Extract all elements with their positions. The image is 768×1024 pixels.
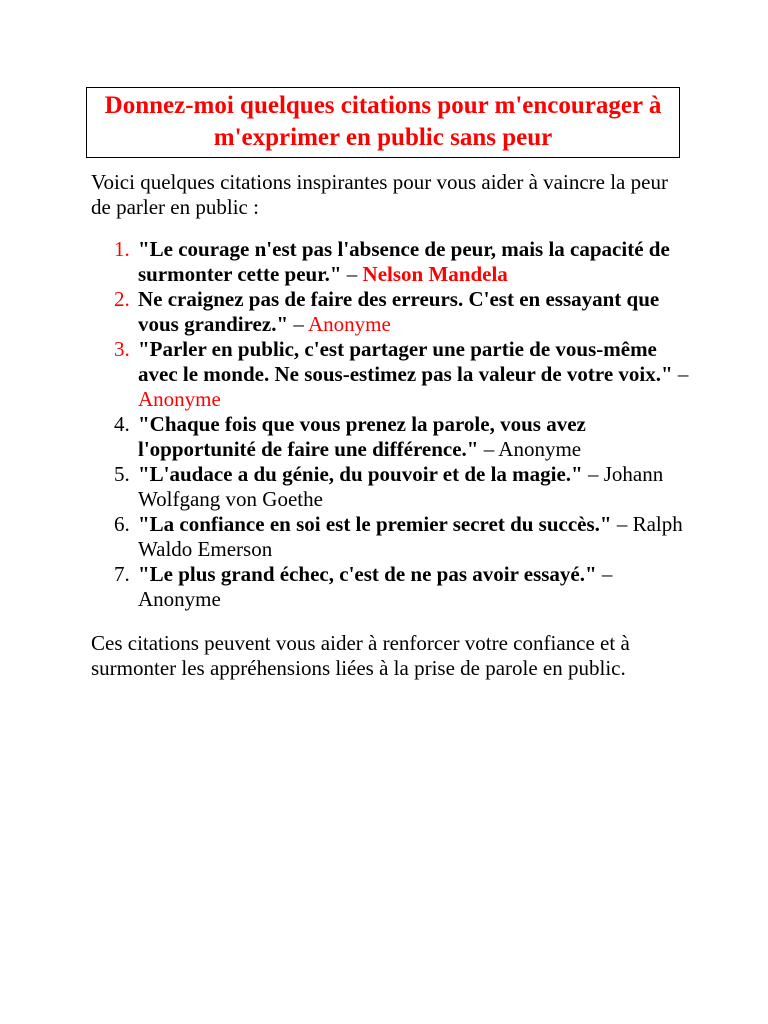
quote-author: Anonyme: [307, 312, 391, 336]
quote-text: "Le plus grand échec, c'est de ne pas avoir essayé.": [138, 562, 597, 586]
quote-text: "Le courage n'est pas l'absence de peur, mais la capacité de surmonter cette peur.": [138, 237, 670, 286]
list-item: [92, 237, 692, 287]
quote-text: "Chaque fois que vous prenez la parole, vous avez l'opportunité de faire une différence.": [138, 412, 586, 461]
list-item: [92, 512, 692, 562]
quote-author: Nelson Mandela: [362, 262, 508, 286]
quote-separator: –: [288, 312, 308, 336]
quote-list: [92, 237, 692, 612]
list-item: [92, 337, 692, 412]
closing-paragraph: Ces citations peuvent vous aider à renforcer votre confiance et à surmonter les appréhensions liées à la prise de parole en public.: [91, 631, 630, 680]
list-number: 2.: [114, 287, 130, 311]
list-number: 4.: [114, 412, 130, 436]
quote-separator: –: [478, 437, 499, 461]
list-number: 1.: [114, 237, 130, 261]
quote-separator: –: [611, 512, 633, 536]
quote-separator: –: [341, 262, 363, 286]
list-number: 7.: [114, 562, 130, 586]
quote-text: Ne craignez pas de faire des erreurs. C'est en essayant que vous grandirez.": [138, 287, 660, 336]
quote-author: Ralph Waldo Emerson: [138, 512, 683, 561]
list-number: 3.: [114, 337, 130, 361]
intro-paragraph: Voici quelques citations inspirantes pour vous aider à vaincre la peur de parler en public :: [91, 170, 668, 219]
quote-separator: –: [596, 562, 613, 586]
quote-text: "L'audace a du génie, du pouvoir et de la magie.": [138, 462, 583, 486]
quote-text: "Parler en public, c'est partager une partie de vous-même avec le monde. Ne sous-estimez pas la valeur de votre voix.": [138, 337, 673, 386]
quote-separator: –: [582, 462, 604, 486]
list-item: [92, 462, 692, 512]
quote-text: "La confiance en soi est le premier secret du succès.": [138, 512, 612, 536]
list-item: [92, 412, 692, 462]
quote-author: Anonyme: [498, 437, 582, 461]
quote-author: Anonyme: [138, 387, 221, 411]
quote-author: Anonyme: [138, 587, 221, 611]
quote-separator: –: [672, 362, 689, 386]
quote-author: Johann Wolfgang von Goethe: [138, 462, 664, 511]
list-item: [92, 287, 692, 337]
list-number: 5.: [114, 462, 130, 486]
list-number: 6.: [114, 512, 130, 536]
list-item: [92, 562, 692, 612]
page-title: Donnez-moi quelques citations pour m'encourager à m'exprimer en public sans peur: [86, 87, 680, 158]
